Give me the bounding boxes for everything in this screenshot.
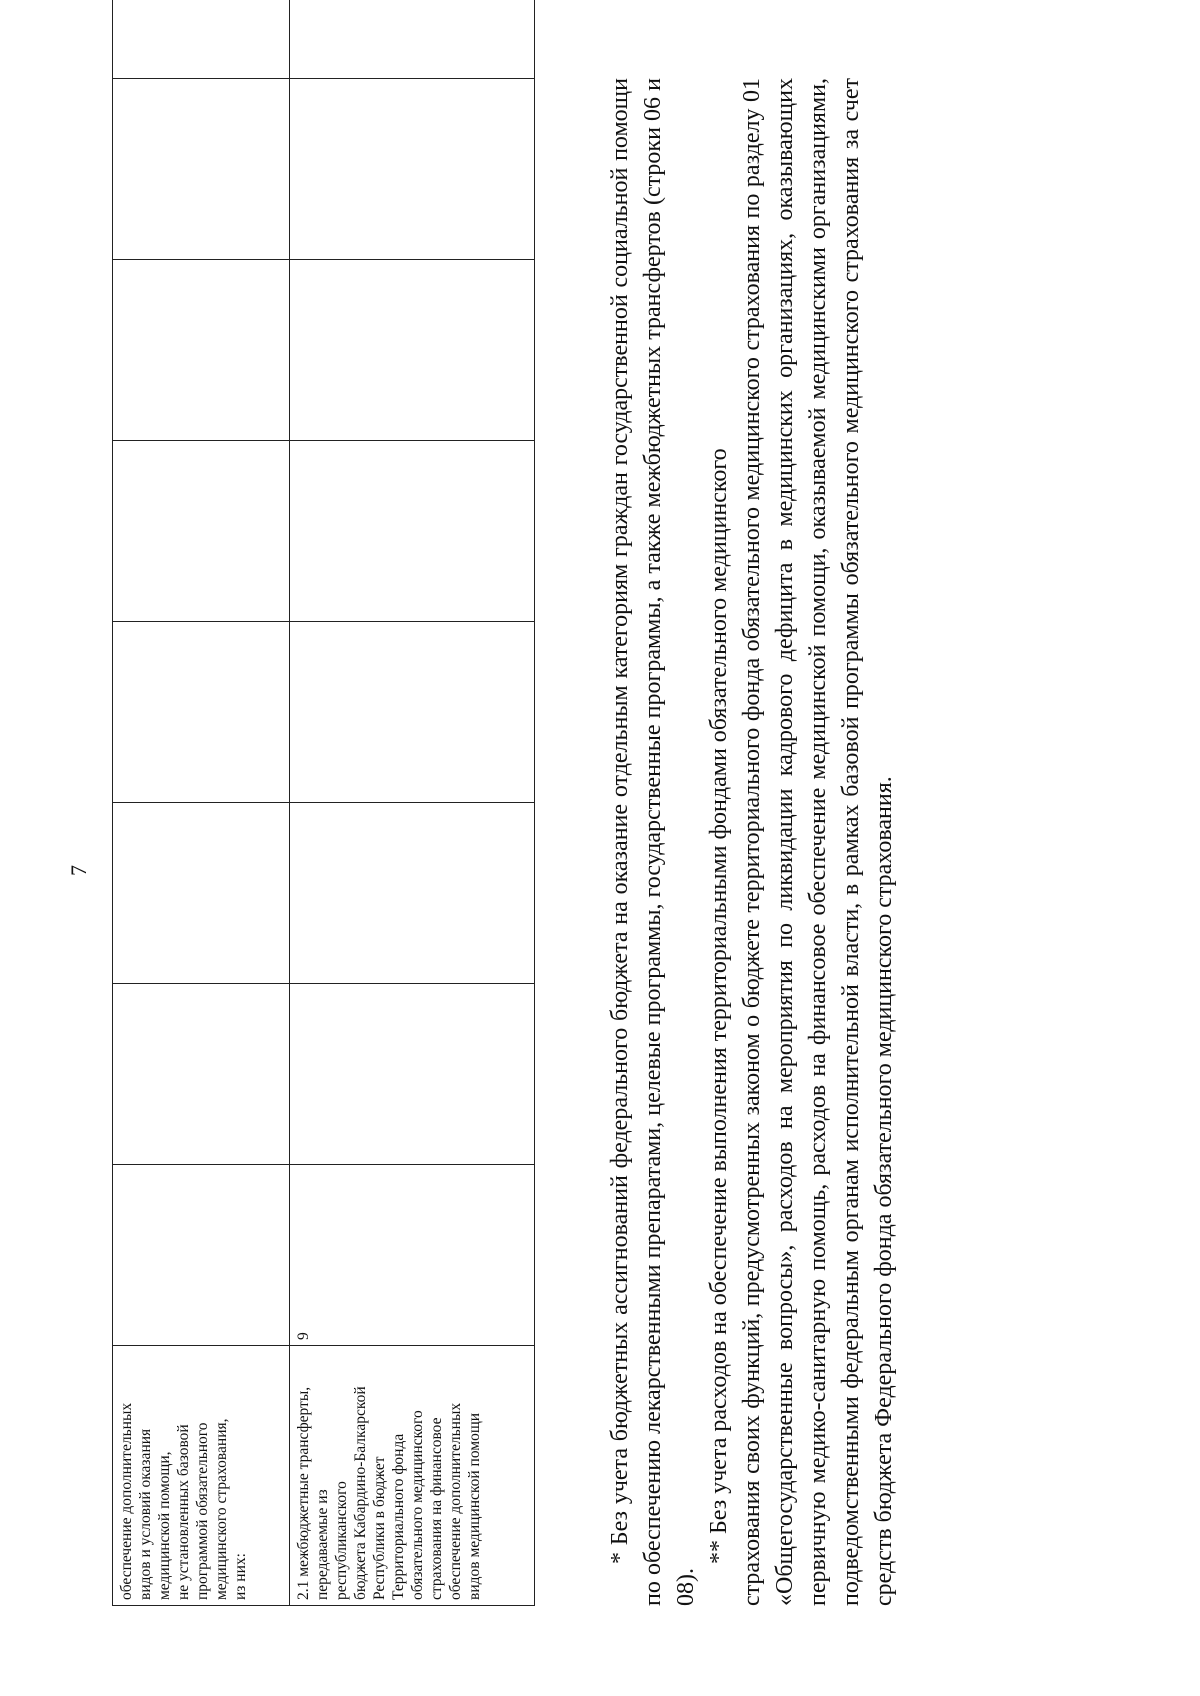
footnote-1: * Без учета бюджетных ассигнований федерального бюджета на оказание отдельным категориям граждан государственной социальной помощи по обеспечению лекарственными препаратами, целевые программы, государственные программы, а также межбюджетных трансфертов (строки 06 и 08). bbox=[607, 78, 699, 1606]
row-label-line: Территориального фонда bbox=[390, 1433, 407, 1600]
table-cell bbox=[113, 441, 290, 622]
budget-table bbox=[112, 0, 535, 1606]
row-label-line: 2.1 межбюджетные трансферты, bbox=[295, 1386, 312, 1600]
table-cell bbox=[290, 79, 535, 260]
table-cell bbox=[290, 441, 535, 622]
table-cell bbox=[113, 260, 290, 441]
row-label-line: не установленных базовой bbox=[175, 1424, 192, 1600]
table-cell bbox=[290, 622, 535, 803]
row-label-line: видов медицинской помощи bbox=[466, 1412, 483, 1600]
row-label-line: из них: bbox=[232, 1553, 249, 1600]
table-row bbox=[113, 0, 290, 1606]
footnote-2-continuation: страхования своих функций, предусмотренных законом о бюджете территориального фонда обязательного медицинского страхования по разделу 01 «Общегосударственные вопросы», расходов на мероприятия по ликвидации кадрового дефицита в медицинских организациях, оказывающих первичную медико-санитарную помощь, расходов на финансовое обеспечение медицинской помощи, оказываемой медицинскими организациями, подведомственными федеральным органам исполнительной власти, в рамках базовой программы обязательного медицинского страхования за счет средств бюджета Федерального фонда обязательного медицинского страхования. bbox=[739, 78, 897, 1606]
row-label bbox=[294, 1370, 484, 1600]
row-label-line: медицинского страхования, bbox=[213, 1418, 230, 1600]
row-label-line: бюджета Кабардино-Балкарской bbox=[352, 1386, 369, 1600]
table-cell bbox=[113, 1165, 290, 1346]
footnotes bbox=[604, 78, 901, 1606]
page-number: 7 bbox=[66, 865, 91, 876]
row-label-line: медицинской помощи, bbox=[156, 1451, 173, 1600]
table-cell bbox=[113, 803, 290, 984]
table-cell bbox=[290, 803, 535, 984]
row-label-line: видов и условий оказания bbox=[137, 1428, 154, 1600]
row-label-line: страхования на финансовое bbox=[428, 1417, 445, 1600]
row-label bbox=[117, 1370, 250, 1600]
row-label-line: программой обязательного bbox=[194, 1422, 211, 1600]
footnote-2-first-line: ** Без учета расходов на обеспечение выполнения территориальными фондами обязательного медицинского bbox=[706, 448, 732, 1564]
table-cell bbox=[113, 622, 290, 803]
row-label-line: Республики в бюджет bbox=[371, 1456, 388, 1600]
row-label-cell bbox=[290, 1346, 535, 1606]
table-cell bbox=[290, 0, 535, 79]
table-cell bbox=[113, 0, 290, 79]
row-label-line: обязательного медицинского bbox=[409, 1410, 426, 1600]
table-cell bbox=[113, 984, 290, 1165]
row-label-line: обеспечение дополнительных bbox=[447, 1402, 464, 1600]
row-label-line: обеспечение дополнительных bbox=[118, 1402, 135, 1600]
table-row bbox=[290, 0, 535, 1606]
row-label-cell bbox=[113, 1346, 290, 1606]
table-cell bbox=[113, 79, 290, 260]
table-cell bbox=[290, 984, 535, 1165]
row-label-line: передаваемые из республиканского bbox=[314, 1481, 350, 1600]
table-cell bbox=[290, 260, 535, 441]
row-number-cell: 9 bbox=[290, 1165, 535, 1346]
